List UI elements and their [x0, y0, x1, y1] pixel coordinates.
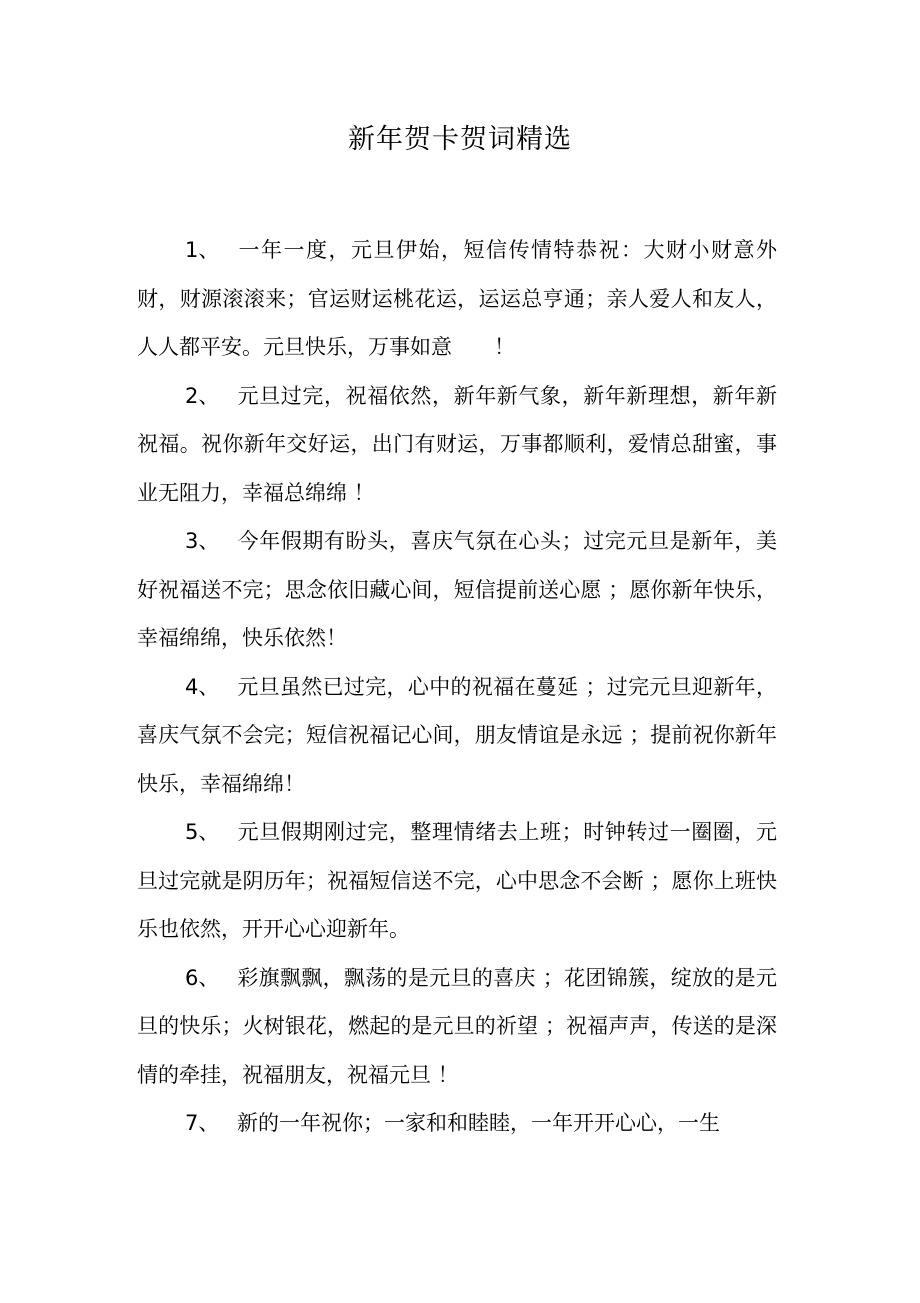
greeting-entry-7	[137, 1099, 777, 1148]
entry-text: 彩旗飘飘，飘荡的是元旦的喜庆 ；花团锦簇，绽放的是元旦的快乐；火树银花，燃起的是元旦的祈望 ；祝福声声，传送的是深情的牵挂，祝福朋友，祝福元旦 ！	[137, 965, 777, 1087]
entry-number: 1、	[185, 238, 220, 262]
greetings-list	[137, 226, 777, 1148]
entry-text: 新的一年祝你；一家和和睦睦，一年开开心心，一生	[237, 1111, 720, 1135]
greeting-entry-1	[137, 226, 777, 372]
entry-text: 元旦假期刚过完，整理情绪去上班；时钟转过一圈圈，元旦过完就是阴历年；祝福短信送不完，心中思念不会断 ；愿你上班快乐也依然，开开心心迎新年。	[137, 820, 777, 941]
greeting-entry-3	[137, 517, 777, 663]
entry-number: 6、	[185, 965, 220, 990]
entry-text: 一年一度，元旦伊始，短信传情特恭祝：大财小财意外财，财源滚滚来；官运财运桃花运，运运总亨通；亲人爱人和友人，人人都平安。元旦快乐，万事如意 ！	[137, 238, 777, 359]
entry-text: 今年假期有盼头，喜庆气氛在心头；过完元旦是新年，美好祝福送不完；思念依旧藏心间，短信提前送心愿 ；愿你新年快乐，幸福绵绵，快乐依然！	[137, 529, 777, 650]
entry-number: 3、	[185, 529, 220, 553]
entry-number: 7、	[185, 1111, 220, 1135]
greeting-entry-2	[137, 372, 777, 518]
entry-text: 元旦过完，祝福依然，新年新气象，新年新理想，新年新祝福。祝你新年交好运，出门有财运，万事都顺利，爱情总甜蜜，事业无阻力，幸福总绵绵 ！	[137, 383, 777, 505]
document-title: 新年贺卡贺词精选	[348, 124, 572, 155]
greeting-entry-4	[137, 663, 777, 809]
greeting-entry-6	[137, 954, 777, 1100]
entry-number: 5、	[185, 820, 220, 844]
entry-text: 元旦虽然已过完，心中的祝福在蔓延 ；过完元旦迎新年，喜庆气氛不会完；短信祝福记心间，朋友情谊是永远 ；提前祝你新年快乐，幸福绵绵！	[137, 674, 777, 796]
entry-number: 4、	[185, 674, 220, 699]
entry-number: 2、	[185, 383, 220, 408]
greeting-entry-5	[137, 808, 777, 954]
